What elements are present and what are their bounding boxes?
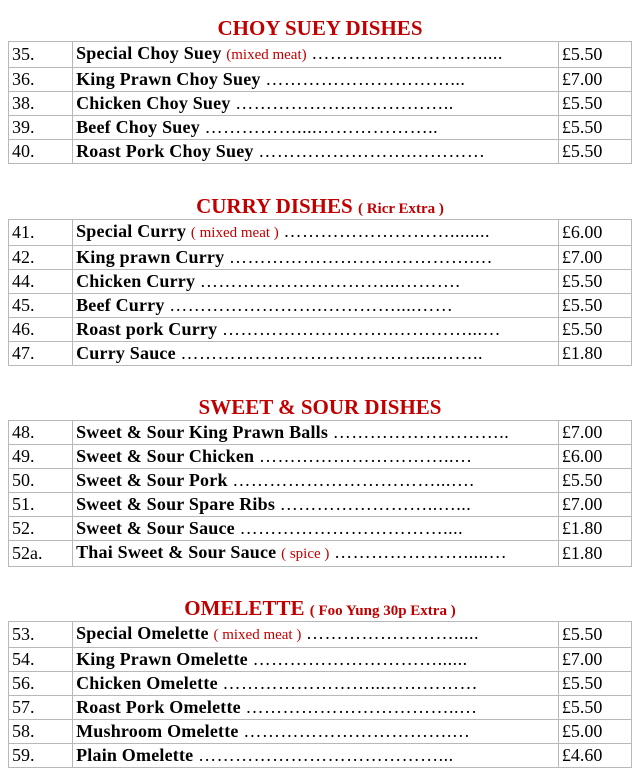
table-row (9, 493, 632, 517)
item-price: £5.50 (558, 469, 631, 493)
item-description (73, 469, 559, 493)
item-name: Beef Choy Suey (76, 117, 200, 137)
item-number: 44. (9, 270, 73, 294)
item-leader-dots: …………………………………... (198, 745, 454, 765)
table-row (9, 318, 632, 342)
item-name: Roast Pork Choy Suey (76, 141, 254, 161)
item-description (73, 318, 559, 342)
item-price: £6.00 (558, 445, 631, 469)
item-price: £1.80 (558, 541, 631, 567)
menu-table (8, 41, 632, 164)
item-leader-dots: ……………………………..… (245, 697, 478, 717)
item-description (73, 672, 559, 696)
item-price: £5.50 (558, 270, 631, 294)
item-leader-dots: ……………………….…………...… (222, 319, 501, 339)
table-row (9, 517, 632, 541)
item-leader-dots: …………………………….... (239, 518, 464, 538)
table-row (9, 445, 632, 469)
table-row (9, 648, 632, 672)
item-number: 45. (9, 294, 73, 318)
item-number: 48. (9, 421, 73, 445)
table-row (9, 68, 632, 92)
item-leader-dots: ………………………........ (283, 221, 490, 241)
table-row (9, 42, 632, 68)
item-number: 50. (9, 469, 73, 493)
item-description (73, 744, 559, 768)
item-price: £7.00 (558, 421, 631, 445)
item-leader-dots: ………………………..... (311, 43, 503, 63)
item-price: £1.80 (558, 517, 631, 541)
item-price: £1.80 (558, 342, 631, 366)
item-number: 38. (9, 92, 73, 116)
section-title (8, 15, 632, 41)
item-leader-dots: …………………………... (265, 69, 466, 89)
item-description (73, 720, 559, 744)
item-description (73, 140, 559, 164)
table-row (9, 270, 632, 294)
table-row (9, 622, 632, 648)
item-leader-dots: ……………………...…………… (222, 673, 478, 693)
item-name: Sweet & Sour Spare Ribs (76, 494, 276, 514)
item-price: £4.60 (558, 744, 631, 768)
item-leader-dots: ……………………………...…. (232, 470, 475, 490)
item-description (73, 445, 559, 469)
table-row (9, 140, 632, 164)
item-leader-dots: ……………………..... (306, 623, 480, 643)
section-title-text: SWEET & SOUR DISHES (198, 395, 442, 419)
item-leader-dots: ……………....……………….. (204, 117, 439, 137)
item-description (73, 696, 559, 720)
item-number: 35. (9, 42, 73, 68)
item-extra: ( spice ) (281, 546, 330, 562)
table-row (9, 220, 632, 246)
item-number: 41. (9, 220, 73, 246)
item-number: 58. (9, 720, 73, 744)
item-description (73, 294, 559, 318)
item-name: Special Omelette (76, 623, 209, 643)
table-row (9, 744, 632, 768)
item-leader-dots: ……………………..…... (279, 494, 472, 514)
item-number: 40. (9, 140, 73, 164)
item-description (73, 92, 559, 116)
item-price: £5.50 (558, 696, 631, 720)
item-leader-dots: ………………….....… (334, 542, 508, 562)
item-name: King Prawn Choy Suey (76, 69, 261, 89)
section-sweet-sour (8, 394, 632, 567)
table-row (9, 246, 632, 270)
item-description (73, 493, 559, 517)
item-price: £7.00 (558, 68, 631, 92)
item-number: 47. (9, 342, 73, 366)
item-name: Roast pork Curry (76, 319, 218, 339)
menu-table (8, 420, 632, 567)
section-title (8, 394, 632, 420)
item-name: Sweet & Sour King Prawn Balls (76, 422, 329, 442)
item-name: Chicken Omelette (76, 673, 218, 693)
table-row (9, 92, 632, 116)
item-number: 36. (9, 68, 73, 92)
table-row (9, 541, 632, 567)
item-description (73, 541, 559, 567)
item-extra: (mixed meat) (226, 47, 307, 63)
item-name: Special Curry (76, 221, 187, 241)
item-name: Mushroom Omelette (76, 721, 239, 741)
item-price: £5.50 (558, 622, 631, 648)
section-choy-suey (8, 15, 632, 164)
item-number: 46. (9, 318, 73, 342)
item-number: 39. (9, 116, 73, 140)
section-curry (8, 193, 632, 366)
menu-table (8, 219, 632, 366)
item-number: 42. (9, 246, 73, 270)
item-description (73, 220, 559, 246)
item-leader-dots: …………………….………… (258, 141, 486, 161)
item-description (73, 342, 559, 366)
section-title-text: OMELETTE (184, 596, 305, 620)
item-price: £5.50 (558, 42, 631, 68)
table-row (9, 116, 632, 140)
item-name: Plain Omelette (76, 745, 194, 765)
item-description (73, 270, 559, 294)
item-price: £6.00 (558, 220, 631, 246)
item-name: Sweet & Sour Chicken (76, 446, 255, 466)
item-number: 51. (9, 493, 73, 517)
item-name: Sweet & Sour Pork (76, 470, 228, 490)
item-price: £5.50 (558, 140, 631, 164)
item-description (73, 421, 559, 445)
item-number: 56. (9, 672, 73, 696)
item-leader-dots: …………………………….… (243, 721, 471, 741)
menu-table (8, 621, 632, 768)
item-name: Chicken Choy Suey (76, 93, 231, 113)
item-price: £5.50 (558, 318, 631, 342)
item-name: Curry Sauce (76, 343, 176, 363)
item-description (73, 622, 559, 648)
item-number: 52a. (9, 541, 73, 567)
item-leader-dots: …………………………………...…….. (180, 343, 483, 363)
item-price: £5.50 (558, 294, 631, 318)
section-omelette (8, 595, 632, 768)
section-note: ( Foo Yung 30p Extra ) (309, 603, 456, 619)
item-price: £7.00 (558, 648, 631, 672)
item-number: 54. (9, 648, 73, 672)
item-leader-dots: ……………….…………….. (235, 93, 454, 113)
item-name: King Prawn Omelette (76, 649, 248, 669)
item-extra: ( mixed meat ) (213, 627, 302, 643)
item-number: 59. (9, 744, 73, 768)
item-description (73, 246, 559, 270)
item-number: 49. (9, 445, 73, 469)
item-name: Special Choy Suey (76, 43, 222, 63)
item-description (73, 648, 559, 672)
table-row (9, 720, 632, 744)
item-number: 53. (9, 622, 73, 648)
section-title (8, 193, 632, 219)
item-name: Thai Sweet & Sour Sauce (76, 542, 277, 562)
table-row (9, 421, 632, 445)
table-row (9, 672, 632, 696)
table-row (9, 342, 632, 366)
item-description (73, 42, 559, 68)
item-price: £5.50 (558, 92, 631, 116)
item-price: £5.50 (558, 116, 631, 140)
item-leader-dots: …………………………..… (258, 446, 473, 466)
item-number: 57. (9, 696, 73, 720)
table-row (9, 294, 632, 318)
item-name: Chicken Curry (76, 271, 196, 291)
item-name: Sweet & Sour Sauce (76, 518, 235, 538)
item-price: £7.00 (558, 246, 631, 270)
item-extra: ( mixed meat ) (190, 225, 279, 241)
table-row (9, 696, 632, 720)
item-description (73, 116, 559, 140)
item-name: King prawn Curry (76, 247, 225, 267)
section-title-text: CHOY SUEY DISHES (217, 16, 423, 40)
item-description (73, 517, 559, 541)
item-description (73, 68, 559, 92)
item-number: 52. (9, 517, 73, 541)
item-leader-dots: ……………………….. (332, 422, 510, 442)
section-title (8, 595, 632, 621)
table-row (9, 469, 632, 493)
item-leader-dots: …………………………...... (252, 649, 468, 669)
item-price: £5.50 (558, 672, 631, 696)
item-name: Roast Pork Omelette (76, 697, 241, 717)
item-name: Beef Curry (76, 295, 165, 315)
item-leader-dots: ………………………………….… (229, 247, 494, 267)
item-price: £7.00 (558, 493, 631, 517)
item-price: £5.00 (558, 720, 631, 744)
item-leader-dots: …………………….…………....…… (169, 295, 454, 315)
section-title-text: CURRY DISHES (196, 194, 353, 218)
item-leader-dots: …………………………...………. (199, 271, 461, 291)
section-note: ( Ricr Extra ) (357, 201, 444, 217)
